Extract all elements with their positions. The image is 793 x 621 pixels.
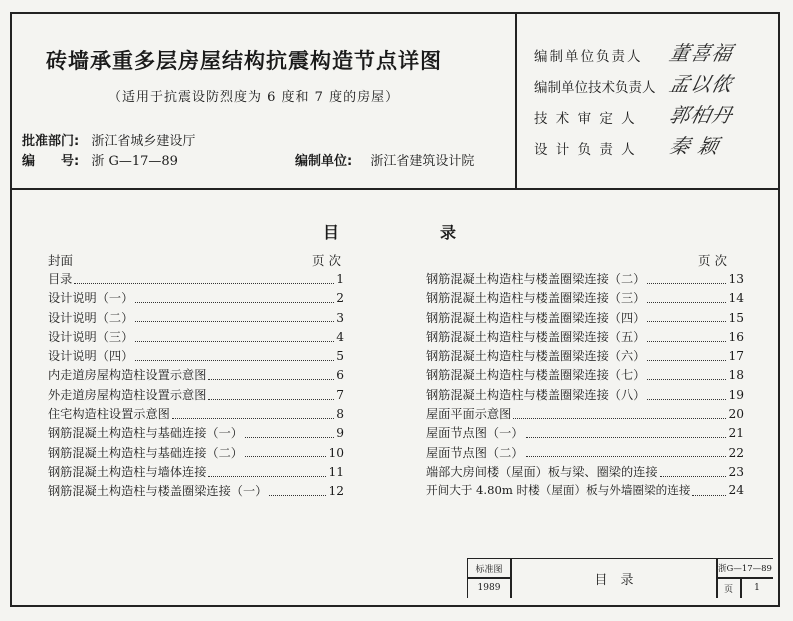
toc-entry-page: 15 — [728, 310, 744, 325]
toc-entry[interactable] — [48, 444, 344, 463]
approval-value: 浙江省城乡建设厅 — [91, 134, 196, 149]
toc-entry[interactable] — [48, 482, 344, 501]
toc-heading-right: 录 — [440, 223, 457, 242]
signature-row — [534, 41, 736, 65]
toc-entry[interactable] — [426, 309, 744, 328]
toc-entry-page: 11 — [328, 464, 344, 479]
toc-entry-title: 目录 — [48, 272, 73, 286]
signature-row — [534, 134, 722, 158]
number-value: 浙 G—17—89 — [91, 154, 178, 169]
toc-entry[interactable] — [48, 424, 344, 443]
stamp-page-no: 1 — [754, 583, 760, 593]
header-divider — [12, 188, 778, 190]
title-stamp — [467, 558, 773, 598]
signature-row — [534, 72, 736, 96]
toc-leader — [135, 353, 334, 361]
stamp-std-label: 标准图 — [475, 564, 503, 575]
toc-leader — [208, 372, 334, 380]
toc-entry-title: 钢筋混凝土构造柱与基础连接（一） — [48, 426, 243, 441]
toc-entry-page: 22 — [728, 445, 744, 460]
toc-entry[interactable] — [426, 444, 744, 463]
drawing-sheet — [10, 12, 780, 607]
toc-entry-title: 屋面节点图（二） — [426, 445, 524, 460]
stamp-page-label: 页 — [723, 584, 733, 595]
toc-leader — [647, 372, 726, 380]
toc-entry-page: 16 — [728, 329, 744, 344]
toc-entry[interactable] — [426, 482, 744, 501]
toc-entry[interactable] — [426, 328, 744, 347]
toc-entry-page: 5 — [336, 349, 344, 364]
document-title: 砖墙承重多层房屋结构抗震构造节点详图 — [46, 49, 442, 73]
toc-right-column — [426, 270, 744, 502]
signature-name: 董喜福 — [667, 41, 736, 65]
toc-entry[interactable] — [48, 328, 344, 347]
toc-entry[interactable] — [426, 424, 744, 443]
toc-entry-title: 钢筋混凝土构造柱与楼盖圈梁连接（二） — [426, 272, 646, 286]
toc-leader — [269, 488, 326, 496]
signature-row — [534, 103, 736, 127]
toc-entry-title: 设计说明（四） — [48, 349, 134, 364]
toc-entry[interactable] — [426, 366, 744, 385]
toc-entry-page: 6 — [336, 368, 344, 383]
toc-left-column — [48, 270, 344, 502]
toc-leader — [208, 468, 326, 476]
compiler-value: 浙江省建筑设计院 — [370, 154, 475, 169]
left-column-cover: 封面 — [48, 253, 74, 268]
toc-entry-title: 钢筋混凝土构造柱与楼盖圈梁连接（七） — [426, 368, 646, 383]
toc-entry[interactable] — [48, 289, 344, 308]
toc-leader — [135, 333, 334, 341]
toc-entry-title: 外走道房屋构造柱设置示意图 — [48, 387, 207, 402]
compiler-line — [295, 150, 474, 169]
toc-entry-page: 13 — [728, 272, 744, 286]
approval-label: 批准部门: — [22, 134, 80, 149]
toc-leader — [647, 353, 726, 361]
toc-entry[interactable] — [48, 463, 344, 482]
toc-entry-page: 23 — [728, 464, 744, 479]
document-subtitle: （适用于抗震设防烈度为 6 度和 7 度的房屋） — [108, 90, 400, 105]
toc-entry-page: 21 — [728, 426, 744, 441]
signature-name: 郭柏丹 — [667, 103, 736, 127]
toc-entry[interactable] — [426, 405, 744, 424]
toc-entry[interactable] — [426, 270, 744, 289]
toc-entry-page: 24 — [728, 483, 744, 498]
toc-entry-title: 钢筋混凝土构造柱与墙体连接 — [48, 464, 207, 479]
number-label: 编 号: — [22, 154, 80, 169]
toc-entry-title: 钢筋混凝土构造柱与基础连接（二） — [48, 445, 243, 460]
toc-entry-page: 12 — [328, 484, 344, 499]
toc-leader — [647, 333, 726, 341]
toc-entry-title: 钢筋混凝土构造柱与楼盖圈梁连接（一） — [48, 484, 268, 499]
toc-entry[interactable] — [426, 347, 744, 366]
toc-entry-title: 钢筋混凝土构造柱与楼盖圈梁连接（四） — [426, 310, 646, 325]
toc-leader — [172, 411, 334, 419]
toc-entry[interactable] — [426, 289, 744, 308]
toc-entry[interactable] — [426, 463, 744, 482]
signature-role: 设 计 负 责 人 — [534, 142, 637, 158]
toc-entry[interactable] — [426, 386, 744, 405]
toc-entry-page: 7 — [336, 387, 344, 402]
toc-leader — [526, 430, 727, 438]
toc-leader — [513, 411, 726, 419]
toc-entry-title: 端部大房间楼（屋面）板与梁、圈梁的连接 — [426, 464, 658, 479]
toc-entry-title: 住宅构造柱设置示意图 — [48, 407, 170, 422]
signature-name: 秦 颖 — [667, 134, 722, 158]
stamp-drawing-no: 浙G—17—89 — [718, 564, 772, 574]
toc-entry-title: 屋面节点图（一） — [426, 426, 524, 441]
toc-entry-title: 钢筋混凝土构造柱与楼盖圈梁连接（三） — [426, 291, 646, 306]
toc-leader — [208, 391, 334, 399]
toc-entry-title: 钢筋混凝土构造柱与楼盖圈梁连接（六） — [426, 349, 646, 364]
toc-heading-left: 目 — [323, 223, 340, 242]
toc-entry-page: 1 — [336, 272, 344, 286]
toc-entry-title: 内走道房屋构造柱设置示意图 — [48, 368, 207, 383]
number-line — [22, 150, 178, 169]
right-column-page-label: 页 次 — [698, 253, 727, 268]
toc-leader — [692, 488, 726, 496]
toc-leader — [526, 449, 727, 457]
toc-entry-page: 14 — [728, 291, 744, 306]
compiler-label: 编制单位: — [295, 154, 353, 169]
stamp-year: 1989 — [477, 583, 501, 593]
toc-entry-page: 18 — [728, 368, 744, 383]
toc-entry-title: 屋面平面示意图 — [426, 407, 512, 422]
toc-entry[interactable] — [48, 386, 344, 405]
toc-entry-page: 17 — [728, 349, 744, 364]
toc-entry-page: 9 — [336, 426, 344, 441]
toc-entry-page: 19 — [728, 387, 744, 402]
toc-entry[interactable] — [48, 270, 344, 289]
toc-entry[interactable] — [48, 405, 344, 424]
toc-entry-page: 3 — [336, 310, 344, 325]
toc-entry-page: 2 — [336, 291, 344, 306]
toc-leader — [245, 430, 334, 438]
toc-entry-title: 钢筋混凝土构造柱与楼盖圈梁连接（五） — [426, 329, 646, 344]
toc-entry-title: 设计说明（三） — [48, 329, 134, 344]
toc-leader — [660, 468, 727, 476]
stamp-title: 目 录 — [594, 573, 634, 588]
toc-leader — [135, 314, 334, 322]
toc-entry-page: 10 — [328, 445, 344, 460]
toc-leader — [74, 275, 334, 283]
toc-entry-page: 20 — [728, 407, 744, 422]
signature-role: 技 术 审 定 人 — [534, 111, 637, 127]
signature-role: 编制单位技术负责人 — [534, 80, 656, 96]
toc-entry-page: 4 — [336, 329, 344, 344]
toc-leader — [647, 314, 726, 322]
approval-line — [22, 130, 195, 149]
left-column-page-label: 页 次 — [312, 253, 341, 268]
toc-leader — [135, 295, 334, 303]
toc-entry-title: 设计说明（一） — [48, 291, 134, 306]
toc-leader — [647, 295, 726, 303]
header-vertical-divider — [515, 14, 517, 188]
toc-leader — [647, 275, 726, 283]
toc-entry[interactable] — [48, 309, 344, 328]
toc-entry-page: 8 — [336, 407, 344, 422]
toc-entry[interactable] — [48, 366, 344, 385]
toc-leader — [647, 391, 726, 399]
toc-entry-title: 钢筋混凝土构造柱与楼盖圈梁连接（八） — [426, 387, 646, 402]
toc-entry-title: 设计说明（二） — [48, 310, 134, 325]
signature-name: 孟以侬 — [667, 72, 736, 96]
toc-entry[interactable] — [48, 347, 344, 366]
toc-leader — [245, 449, 326, 457]
signature-role: 编制单位负责人 — [534, 49, 643, 65]
toc-entry-title: 开间大于 4.80m 时楼（屋面）板与外墙圈梁的连接 — [426, 483, 691, 498]
